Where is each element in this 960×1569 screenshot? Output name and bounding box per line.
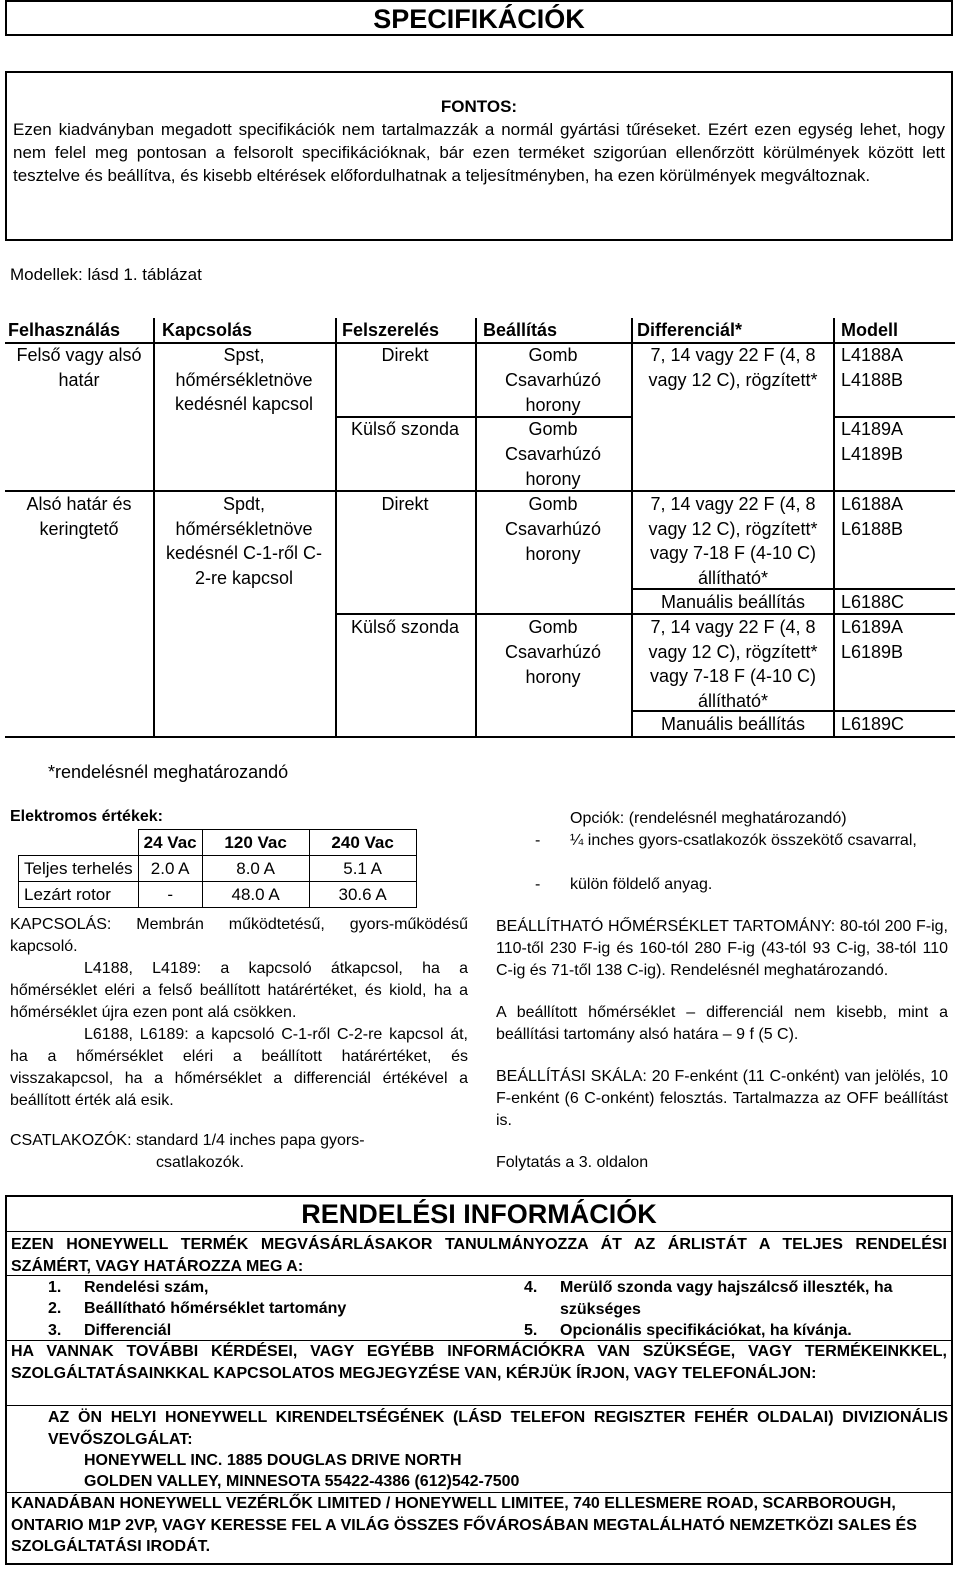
setting-cell: Gomb bbox=[528, 345, 578, 365]
header-use: Felhasználás bbox=[8, 320, 121, 340]
switching-text: KAPCSOLÁS: Membrán működtetésű, gyors-működésű kapcsoló. bbox=[10, 916, 468, 955]
differential-cell: 7, 14 vagy 22 F (4, 8 vagy 12 C), rögzített* vagy 7-18 F (4-10 C) állítható* bbox=[648, 617, 818, 711]
order-item-number: 2. bbox=[48, 1300, 62, 1317]
mount-cell: Direkt bbox=[381, 494, 429, 514]
setting-cell: Csavarhúzó horony bbox=[504, 370, 602, 415]
important-notice bbox=[5, 71, 953, 241]
scale-text: BEÁLLÍTÁSI SKÁLA: 20 F-enként (11 C-onként) van jelölés, 10 F-enként (6 C-onként) felosztás. Tartalmazza az OFF beállítást is. bbox=[496, 1068, 948, 1129]
models-reference: Modellek: lásd 1. táblázat bbox=[10, 265, 202, 284]
model-cell: L6188A bbox=[841, 494, 904, 514]
connectors-text: CSATLAKOZÓK: standard 1/4 inches papa gyors- bbox=[10, 1132, 365, 1149]
row-label: Teljes terhelés bbox=[19, 856, 139, 882]
header-model: Modell bbox=[841, 320, 898, 340]
differential-cell: 7, 14 vagy 22 F (4, 8 vagy 12 C), rögzített* bbox=[648, 345, 818, 390]
order-item: Merülő szonda vagy hajszálcső illeszték, ha szükséges bbox=[560, 1279, 893, 1318]
order-item: Opcionális specifikációkat, ha kívánja. bbox=[560, 1322, 852, 1339]
use-cell: Felső vagy alsó határ bbox=[16, 345, 142, 390]
l4188-text: L4188, L4189: a kapcsoló átkapcsol, ha a hőmérséklet eléri a felső beállított határértéket, és kiold, ha a hőmérséklet újra ezen pont alá csökken. bbox=[10, 960, 468, 1021]
spec-table bbox=[5, 318, 955, 738]
electrical-heading: Elektromos értékek: bbox=[10, 808, 163, 825]
col-header: 120 Vac bbox=[202, 830, 309, 856]
l6188-text: L6188, L6189: a kapcsoló C-1-ről C-2-re kapcsol át, ha a hőmérséklet eléri a beállított határértéket, és visszakapcsol, ha a hőmérséklet a differenciál értékével a beállított érték alá esik. bbox=[10, 1026, 468, 1109]
local-office-text: AZ ÖN HELYI HONEYWELL KIRENDELTSÉGÉNEK (LÁSD TELEFON REGISZTER FEHÉR OLDALAI) DIVIZIONÁLIS VEVŐSZOLGÁLAT: bbox=[48, 1409, 948, 1448]
setting-cell: Csavarhúzó horony bbox=[504, 642, 602, 687]
address-line: HONEYWELL INC. 1885 DOUGLAS DRIVE NORTH bbox=[84, 1452, 462, 1469]
header-mount: Felszerelés bbox=[342, 320, 440, 340]
order-item: Differenciál bbox=[84, 1322, 172, 1339]
table-divider bbox=[335, 318, 337, 738]
box-rule bbox=[5, 1231, 953, 1232]
cell: 5.1 A bbox=[309, 856, 416, 882]
table-row bbox=[19, 856, 417, 882]
range-text-2: A beállított hőmérséklet – differenciál nem kisebb, mint a beállítási tartomány alsó határa – 9 f (5 C). bbox=[496, 1004, 948, 1043]
row-label: Lezárt rotor bbox=[19, 882, 139, 908]
order-item-number: 3. bbox=[48, 1322, 62, 1339]
option-item: külön földelő anyag. bbox=[570, 876, 713, 893]
notice-text: Ezen kiadványban megadott specifikációk nem tartalmazzák a normál gyártási tűréseket. Ezért ezen egység lehet, hogy nem felel meg pontosan a felsorolt specifikációknak, bár ezen terméket szigorúan ellenőrzött körülmények között lett tesztelve és beállítva, és kisebb eltérések előfordulhatnak a teljesítményben, ha ezen körülmények megváltoznak. bbox=[13, 120, 945, 185]
setting-cell: Gomb bbox=[528, 494, 578, 514]
cell: 8.0 A bbox=[202, 856, 309, 882]
cell: 2.0 A bbox=[138, 856, 202, 882]
header-differential: Differenciál* bbox=[637, 320, 743, 340]
model-cell: L4189B bbox=[841, 444, 904, 464]
canada-text: KANADÁBAN HONEYWELL VEZÉRLŐK LIMITED / HONEYWELL LIMITEE, 740 ELLESMERE ROAD, SCARBOROUGH, ONTARIO M1P 2VP, VAGY KERESSE FEL A VILÁG ÖSSZES FŐVÁROSÁBAN MEGTALÁLHATÓ NEMZETKÖZI SALES ÉS SZOLGÁLTATÁSI IRODÁT. bbox=[11, 1495, 917, 1555]
connectors-text-cont: csatlakozók. bbox=[156, 1154, 245, 1171]
col-header: 24 Vac bbox=[138, 830, 202, 856]
model-cell: L6189B bbox=[841, 642, 904, 662]
order-item-number: 5. bbox=[524, 1322, 538, 1339]
model-cell: L4188A bbox=[841, 345, 904, 365]
cell: 30.6 A bbox=[309, 882, 416, 908]
model-cell: L6189A bbox=[841, 617, 904, 637]
mount-cell: Külső szonda bbox=[350, 419, 460, 439]
model-cell: L6188B bbox=[841, 519, 904, 539]
col-header: 240 Vac bbox=[309, 830, 416, 856]
footnote: *rendelésnél meghatározandó bbox=[48, 762, 289, 782]
order-item: Beállítható hőmérséklet tartomány bbox=[84, 1300, 347, 1317]
table-divider bbox=[833, 318, 835, 738]
mount-cell: Külső szonda bbox=[350, 617, 460, 637]
differential-cell: Manuális beállítás bbox=[660, 592, 806, 612]
switch-cell: Spdt, hőmérsékletnöve kedésnél C-1-ről C-2-re kapcsol bbox=[165, 494, 323, 588]
model-cell: L4188B bbox=[841, 370, 904, 390]
model-cell: L6189C bbox=[841, 714, 905, 734]
bullet-dash: - bbox=[535, 832, 541, 849]
continued-note: Folytatás a 3. oldalon bbox=[496, 1154, 649, 1171]
table-row bbox=[19, 882, 417, 908]
notice-heading: FONTOS: bbox=[440, 97, 518, 116]
electrical-table bbox=[18, 829, 417, 908]
order-item-number: 1. bbox=[48, 1279, 62, 1296]
range-text: BEÁLLÍTHATÓ HŐMÉRSÉKLET TARTOMÁNY: 80-tól 200 F-ig, 110-től 230 F-ig és 160-tól 280 F-ig (43-tól 93 C-ig, 38-tól 110 C-ig és 71-től 138 C-ig). Rendelésnél meghatározandó. bbox=[496, 918, 948, 979]
header-setting: Beállítás bbox=[483, 320, 558, 340]
cell: - bbox=[138, 882, 202, 908]
setting-cell: Csavarhúzó horony bbox=[504, 519, 602, 564]
order-item: Rendelési szám, bbox=[84, 1279, 209, 1296]
differential-cell: Manuális beállítás bbox=[660, 714, 806, 734]
header-switch: Kapcsolás bbox=[162, 320, 253, 340]
address-line: GOLDEN VALLEY, MINNESOTA 55422-4386 (612)542-7500 bbox=[84, 1473, 520, 1490]
setting-cell: Csavarhúzó horony bbox=[504, 444, 602, 489]
options-heading: Opciók: (rendelésnél meghatározandó) bbox=[570, 810, 847, 827]
mount-cell: Direkt bbox=[381, 345, 429, 365]
model-cell: L6188C bbox=[841, 592, 905, 612]
bullet-dash: - bbox=[535, 876, 541, 893]
setting-cell: Gomb bbox=[528, 617, 578, 637]
ordering-intro: EZEN HONEYWELL TERMÉK MEGVÁSÁRLÁSAKOR TANULMÁNYOZZA ÁT AZ ÁRLISTÁT A TELJES RENDELÉSI SZÁMÉRT, VAGY HATÁROZZA MEG A: bbox=[11, 1236, 947, 1275]
option-item: ¼ inches gyors-csatlakozók összekötő csavarral, bbox=[570, 832, 917, 849]
page-title: SPECIFIKÁCIÓK bbox=[5, 0, 953, 36]
model-cell: L4189A bbox=[841, 419, 904, 439]
setting-cell: Gomb bbox=[528, 419, 578, 439]
box-rule bbox=[5, 1275, 953, 1276]
order-item-number: 4. bbox=[524, 1279, 538, 1296]
questions-text: HA VANNAK TOVÁBBI KÉRDÉSEI, VAGY EGYÉBB INFORMÁCIÓKRA VAN SZÜKSÉGE, VAGY TERMÉKEINKKEL, SZOLGÁLTATÁSAINKKAL KAPCSOLATOS MEGJEGYZÉSE VAN, KÉRJÜK ÍRJON, VAGY TELEFONÁLJON: bbox=[11, 1343, 947, 1382]
cell: 48.0 A bbox=[202, 882, 309, 908]
switch-cell: Spst, hőmérsékletnöve kedésnél kapcsol bbox=[174, 345, 314, 414]
box-rule bbox=[5, 1405, 953, 1406]
use-cell: Alsó határ és keringtető bbox=[26, 494, 132, 539]
ordering-title: RENDELÉSI INFORMÁCIÓK bbox=[301, 1199, 657, 1229]
differential-cell: 7, 14 vagy 22 F (4, 8 vagy 12 C), rögzített* vagy 7-18 F (4-10 C) állítható* bbox=[648, 494, 818, 588]
